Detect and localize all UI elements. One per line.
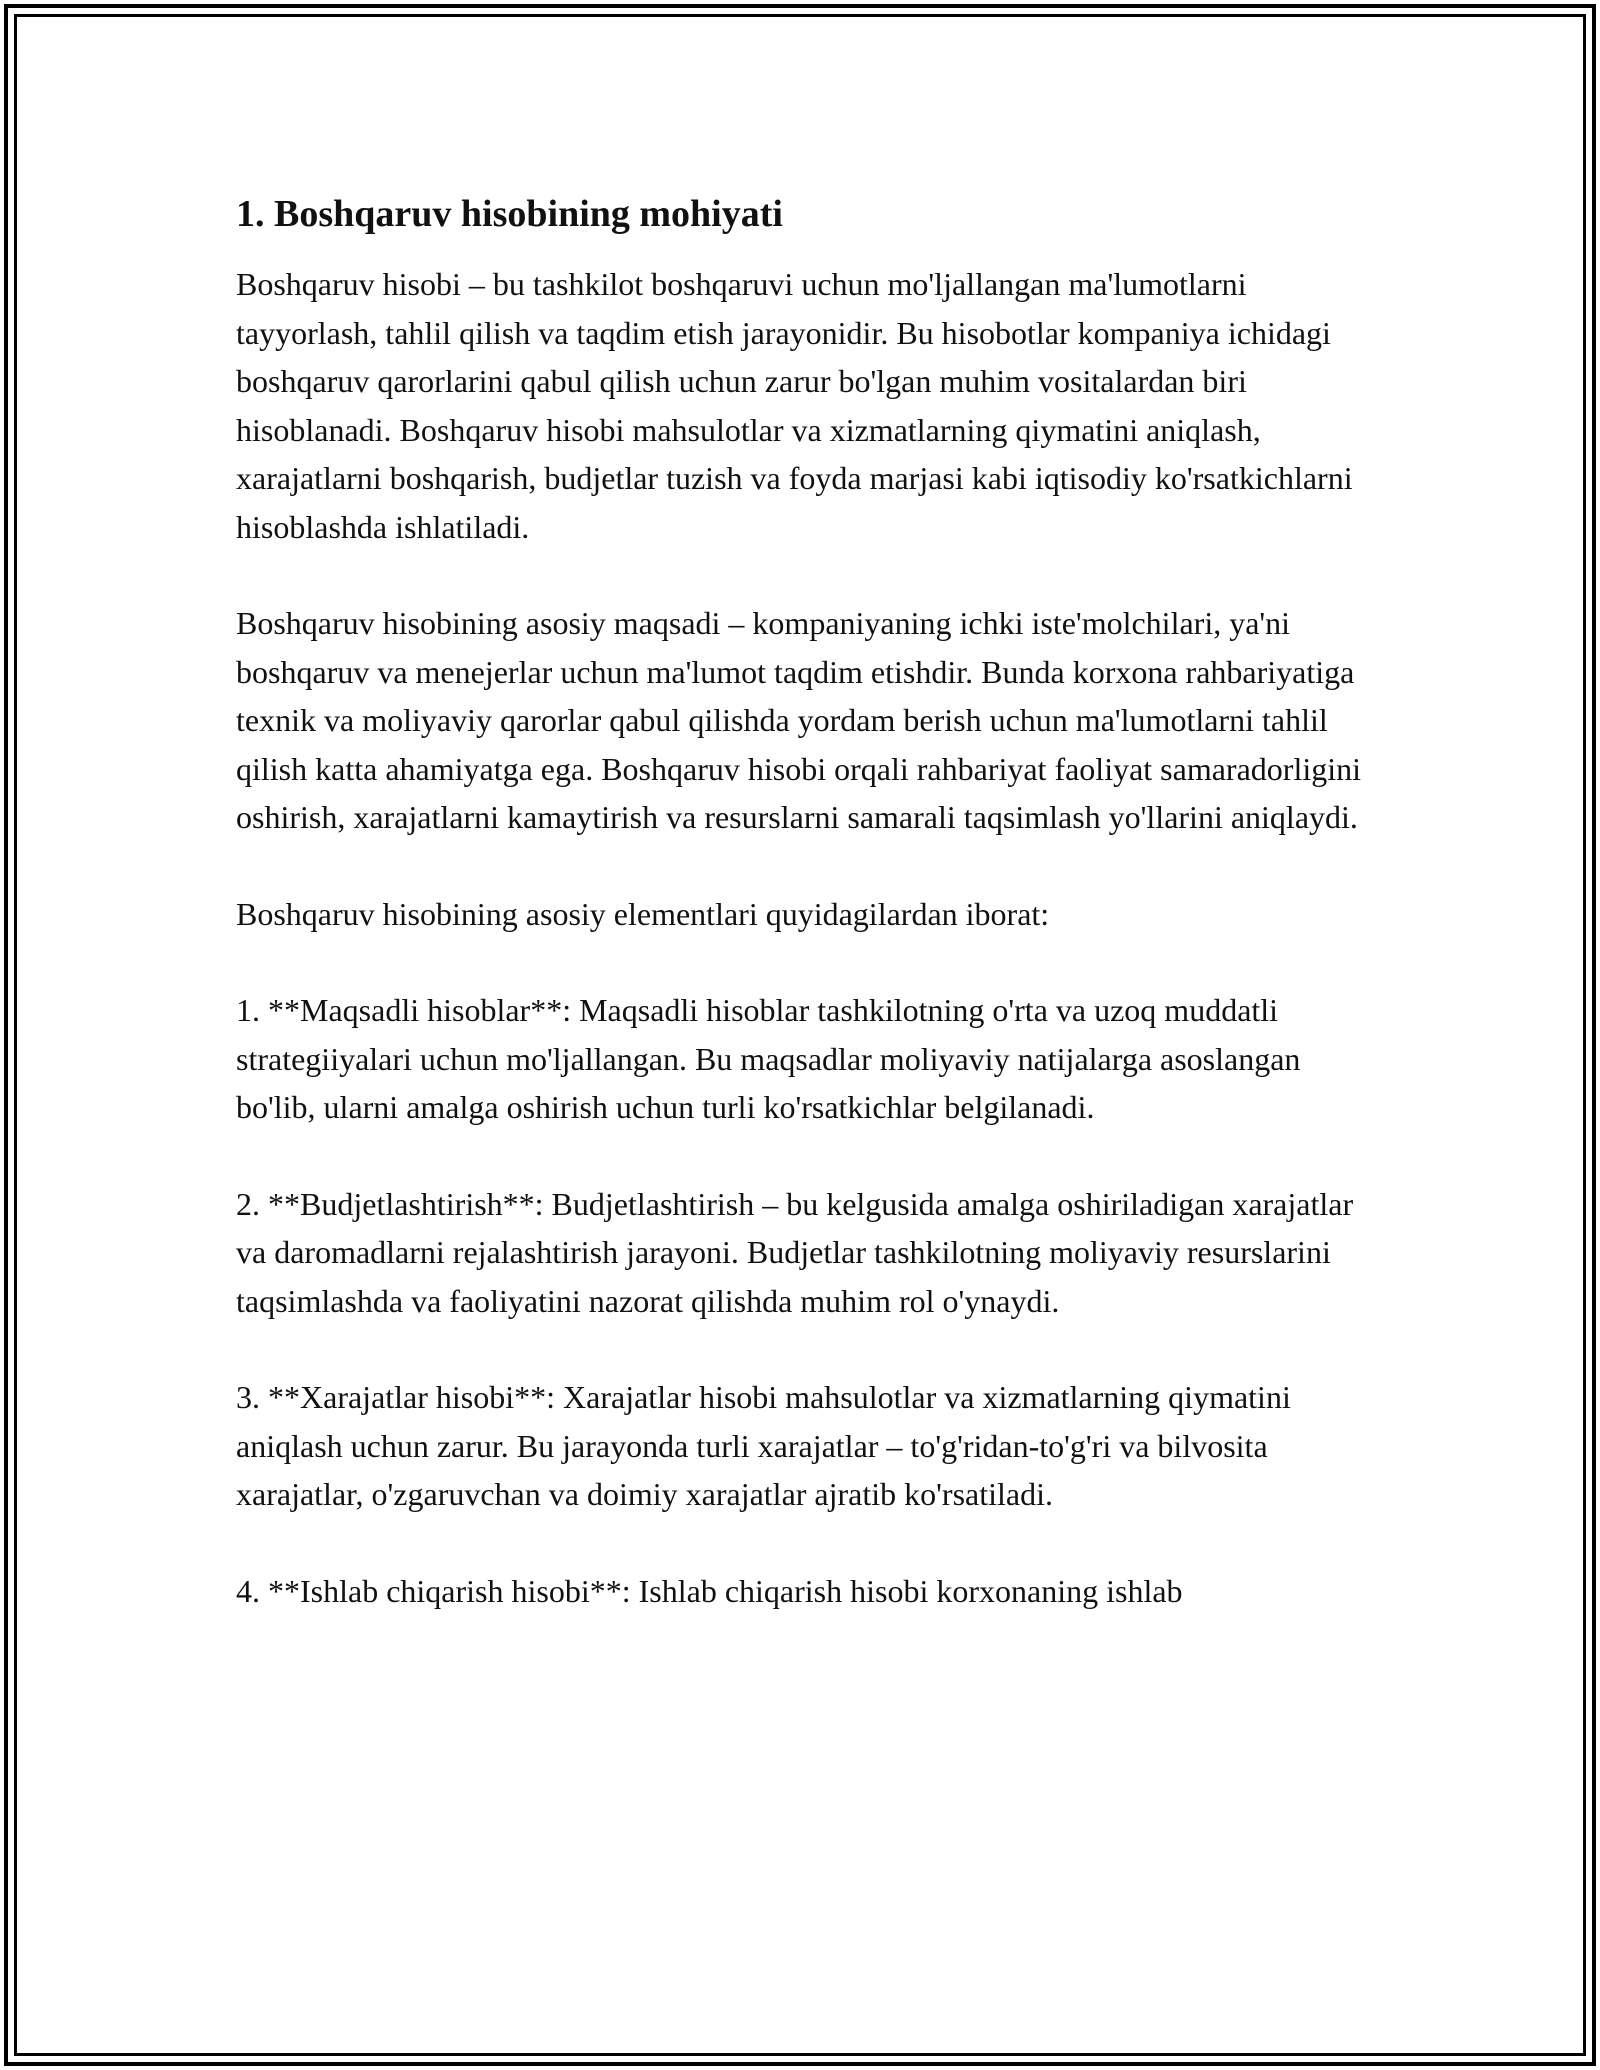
section-heading: 1. Boshqaruv hisobining mohiyati	[236, 193, 783, 235]
list-item-budgeting: 2. **Budjetlashtirish**: Budjetlashtirish – bu kelgusida amalga oshiriladigan xarajatlar va daromadlarni rejalashtirish jarayoni. Budjetlar tashkilotning moliyaviy resurslarini taqsimlashda va faoliyatini nazorat qilishda muhim rol o'ynaydi.	[236, 1185, 1354, 1319]
paragraph-definition: Boshqaruv hisobi – bu tashkilot boshqaruvi uchun mo'ljallangan ma'lumotlarni tayyorlash, tahlil qilish va taqdim etish jarayonidir. Bu hisobotlar kompaniya ichidagi boshqaruv qarorlarini qabul qilish uchun zarur bo'lgan muhim vositalardan biri hisoblanadi. Boshqaruv hisobi mahsulotlar va xizmatlarning qiymatini aniqlash, xarajatlarni boshqarish, budjetlar tuzish va foyda marjasi kabi iqtisodiy ko'rsatkichlarni hisoblashda ishlatiladi.	[236, 266, 1353, 545]
list-item-production-accounting: 4. **Ishlab chiqarish hisobi**: Ishlab chiqarish hisobi korxonaning ishlab	[236, 1572, 1183, 1609]
paragraph-purpose: Boshqaruv hisobining asosiy maqsadi – kompaniyaning ichki iste'molchilari, ya'ni boshqaruv va menejerlar uchun ma'lumot taqdim etishdir. Bunda korxona rahbariyatiga texnik va moliyaviy qarorlar qabul qilishda yordam berish uchun ma'lumotlarni tahlil qilish katta ahamiyatga ega. Boshqaruv hisobi orqali rahbariyat faoliyat samaradorligini oshirish, xarajatlarni kamaytirish va resurslarni samarali taqsimlash yo'llarini aniqlaydi.	[236, 605, 1361, 835]
paragraph-elements-intro: Boshqaruv hisobining asosiy elementlari quyidagilardan iborat:	[236, 895, 1050, 932]
document-body	[236, 186, 1376, 1615]
list-item-target-accounts: 1. **Maqsadli hisoblar**: Maqsadli hisoblar tashkilotning o'rta va uzoq muddatli strategiiyalari uchun mo'ljallangan. Bu maqsadlar moliyaviy natijalarga asoslangan bo'lib, ularni amalga oshirish uchun turli ko'rsatkichlar belgilanadi.	[236, 992, 1301, 1125]
list-item-cost-accounting: 3. **Xarajatlar hisobi**: Xarajatlar hisobi mahsulotlar va xizmatlarning qiymatini aniqlash uchun zarur. Bu jarayonda turli xarajatlar – to'g'ridan-to'g'ri va bilvosita xarajatlar, o'zgaruvchan va doimiy xarajatlar ajratib ko'rsatiladi.	[236, 1379, 1291, 1512]
